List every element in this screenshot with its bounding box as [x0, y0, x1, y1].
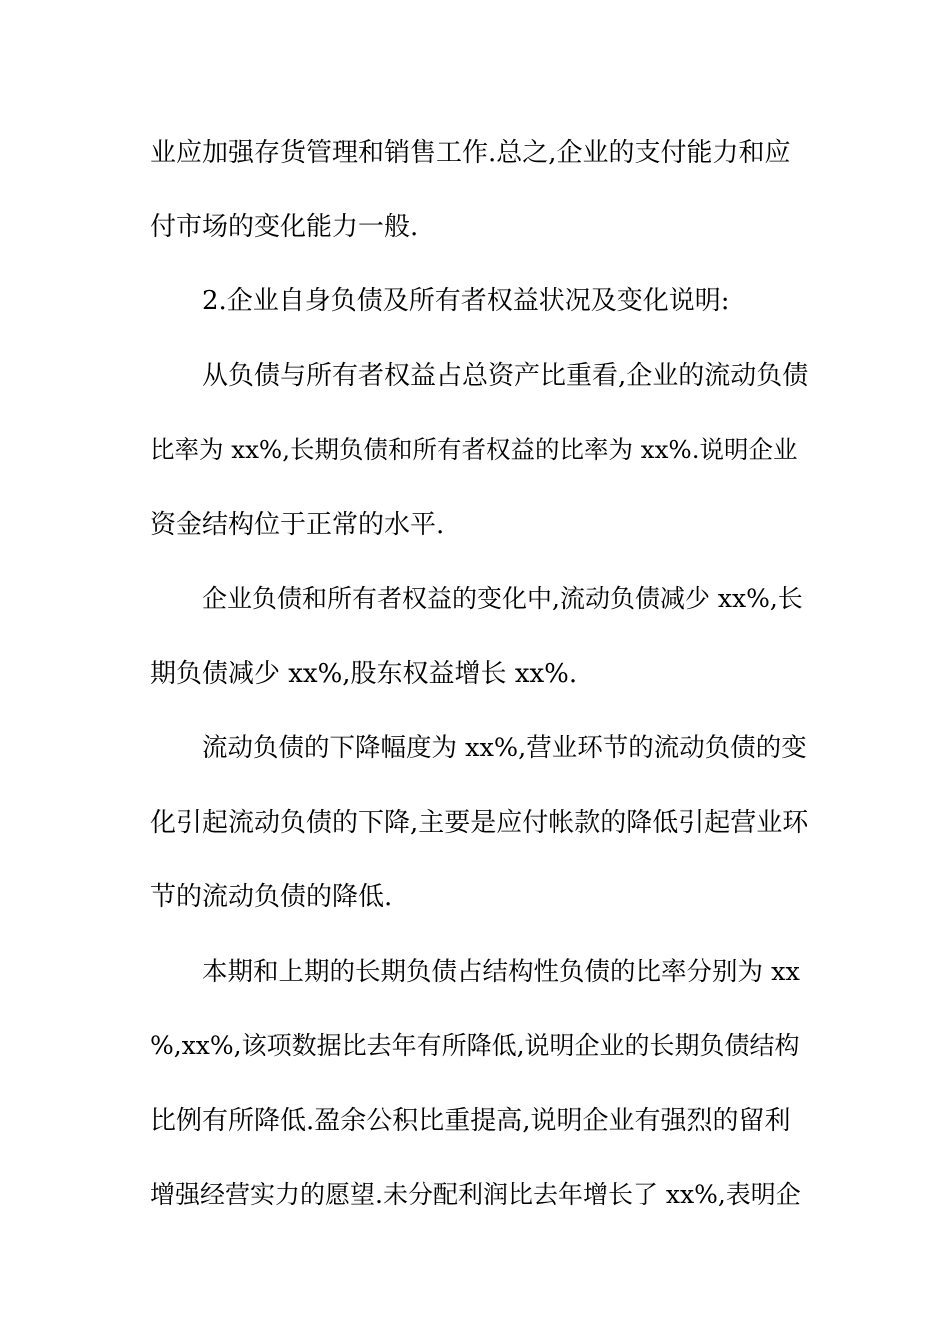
text-line: 期负债减少 xx%,股东权益增长 xx%. — [150, 659, 578, 689]
text-line: 本期和上期的长期负债占结构性负债的比率分别为 xx — [202, 957, 800, 987]
text-line: 比例有所降低.盈余公积比重提高,说明企业有强烈的留利 — [150, 1106, 791, 1136]
text-line: 流动负债的下降幅度为 xx%,营业环节的流动负债的变 — [202, 733, 807, 763]
text-line: 比率为 xx%,长期负债和所有者权益的比率为 xx%.说明企业 — [150, 435, 798, 464]
section-heading: 2.企业自身负债及所有者权益状况及变化说明: — [202, 286, 730, 316]
text-line: 企业负债和所有者权益的变化中,流动负债减少 xx%,长 — [202, 584, 803, 613]
text-line: 化引起流动负债的下降,主要是应付帐款的降低引起营业环 — [150, 808, 809, 838]
text-line: 增强经营实力的愿望.未分配利润比去年增长了 xx%,表明企 — [150, 1180, 801, 1209]
text-line: 资金结构位于正常的水平. — [150, 510, 445, 540]
text-line: 业应加强存货管理和销售工作.总之,企业的支付能力和应 — [150, 138, 791, 168]
text-line: 从负债与所有者权益占总资产比重看,企业的流动负债 — [202, 361, 809, 391]
text-line: 付市场的变化能力一般. — [150, 212, 419, 242]
text-line: 节的流动负债的降低. — [150, 882, 393, 912]
text-line: %,xx%,该项数据比去年有所降低,说明企业的长期负债结构 — [150, 1031, 800, 1060]
